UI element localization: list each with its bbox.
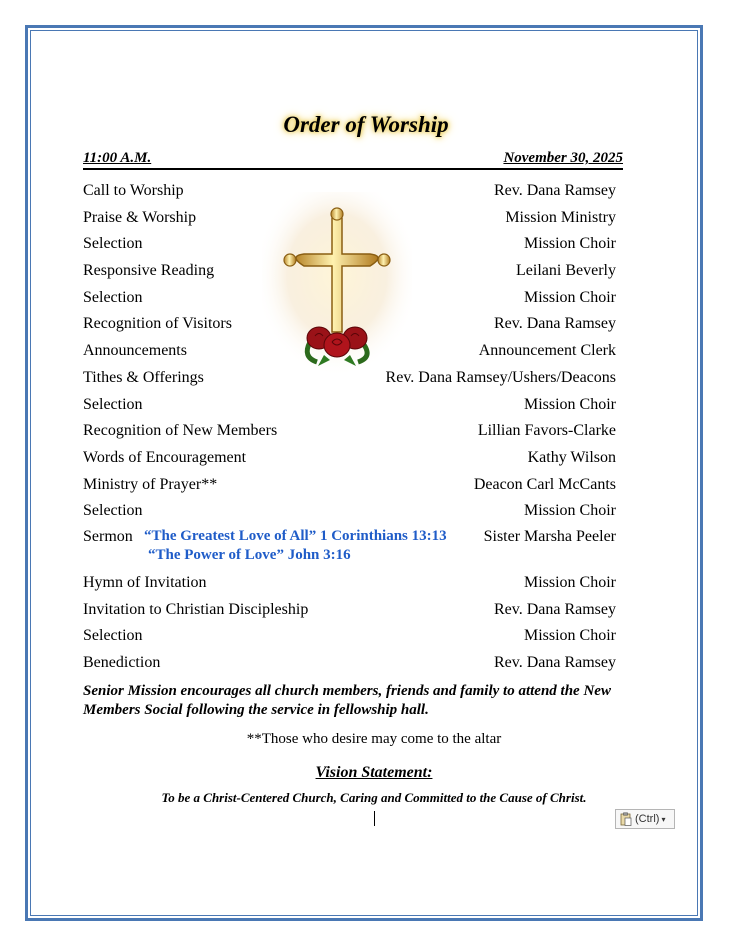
sermon-scripture-2: “The Power of Love” John 3:16 (148, 546, 351, 563)
program-list (83, 180, 616, 679)
program-item: Selection (83, 502, 143, 520)
program-row (83, 599, 616, 626)
program-leader: Leilani Beverly (516, 262, 616, 280)
program-item: Selection (83, 288, 143, 306)
paste-options-label: (Ctrl) (635, 813, 660, 825)
program-item: Tithes & Offerings (83, 368, 204, 386)
program-row (83, 313, 616, 340)
program-row (83, 180, 616, 207)
header-row (83, 150, 623, 170)
program-row (83, 287, 616, 314)
text-cursor (374, 811, 375, 826)
sermon-leader: Sister Marsha Peeler (483, 527, 616, 545)
program-leader: Mission Ministry (505, 208, 616, 226)
program-item: Announcements (83, 342, 187, 360)
program-leader: Rev. Dana Ramsey (493, 654, 616, 671)
program-item: Words of Encouragement (83, 448, 247, 466)
program-leader: Mission Choir (523, 627, 616, 645)
program-row (83, 625, 616, 652)
program-item: Benediction (83, 654, 161, 671)
program-leader: Rev. Dana Ramsey/Ushers/Deacons (385, 368, 616, 386)
program-leader: Rev. Dana Ramsey (493, 315, 616, 333)
program-item: Selection (83, 235, 143, 253)
program-leader: Kathy Wilson (527, 448, 616, 466)
program-row (83, 447, 616, 474)
program-leader: Mission Choir (523, 235, 616, 253)
program-row (83, 340, 616, 367)
program-leader: Mission Choir (523, 573, 616, 591)
sermon-label: Sermon (83, 527, 133, 545)
program-row (83, 207, 616, 234)
program-leader: Rev. Dana Ramsey (493, 600, 616, 618)
program-row (83, 233, 616, 260)
program-leader: Mission Choir (523, 502, 616, 520)
service-time: 11:00 A.M. (83, 150, 152, 166)
altar-note: **Those who desire may come to the altar (246, 731, 502, 747)
program-row (83, 260, 616, 287)
program-leader: Deacon Carl McCants (473, 475, 616, 493)
program-item: Recognition of New Members (83, 422, 278, 440)
chevron-down-icon: ▾ (661, 814, 666, 824)
program-item: Ministry of Prayer** (83, 475, 218, 493)
program-row (83, 474, 616, 501)
program-item: Selection (83, 395, 143, 413)
service-date: November 30, 2025 (503, 150, 623, 166)
program-leader: Mission Choir (523, 288, 616, 306)
vision-statement: To be a Christ-Centered Church, Caring and Committed to the Cause of Christ. (161, 790, 587, 805)
program-item: Praise & Worship (83, 208, 197, 226)
program-item: Responsive Reading (83, 262, 215, 280)
paste-options-button[interactable] (615, 809, 675, 829)
program-row (83, 420, 616, 447)
program-row (83, 394, 616, 421)
program-leader: Announcement Clerk (478, 342, 616, 360)
document-title: Order of Worship (283, 112, 449, 137)
program-leader: Lillian Favors-Clarke (477, 422, 616, 440)
program-leader: Mission Choir (523, 395, 616, 413)
sermon-row (83, 527, 616, 572)
mission-note: Senior Mission encourages all church members, friends and family to attend the New Members Social following the service in fellowship hall. (83, 683, 611, 718)
program-item: Hymn of Invitation (83, 573, 207, 591)
program-row (83, 652, 616, 679)
vision-heading: Vision Statement: (315, 764, 433, 781)
program-item: Call to Worship (83, 182, 184, 199)
program-row (83, 500, 616, 527)
program-row (83, 572, 616, 599)
program-row (83, 367, 616, 394)
program-item: Selection (83, 627, 143, 645)
sermon-scripture-1: “The Greatest Love of All” 1 Corinthians 13:13 (144, 527, 447, 544)
program-item: Recognition of Visitors (83, 315, 232, 333)
clipboard-icon (620, 812, 632, 826)
program-leader: Rev. Dana Ramsey (493, 182, 616, 199)
program-item: Invitation to Christian Discipleship (83, 600, 309, 618)
